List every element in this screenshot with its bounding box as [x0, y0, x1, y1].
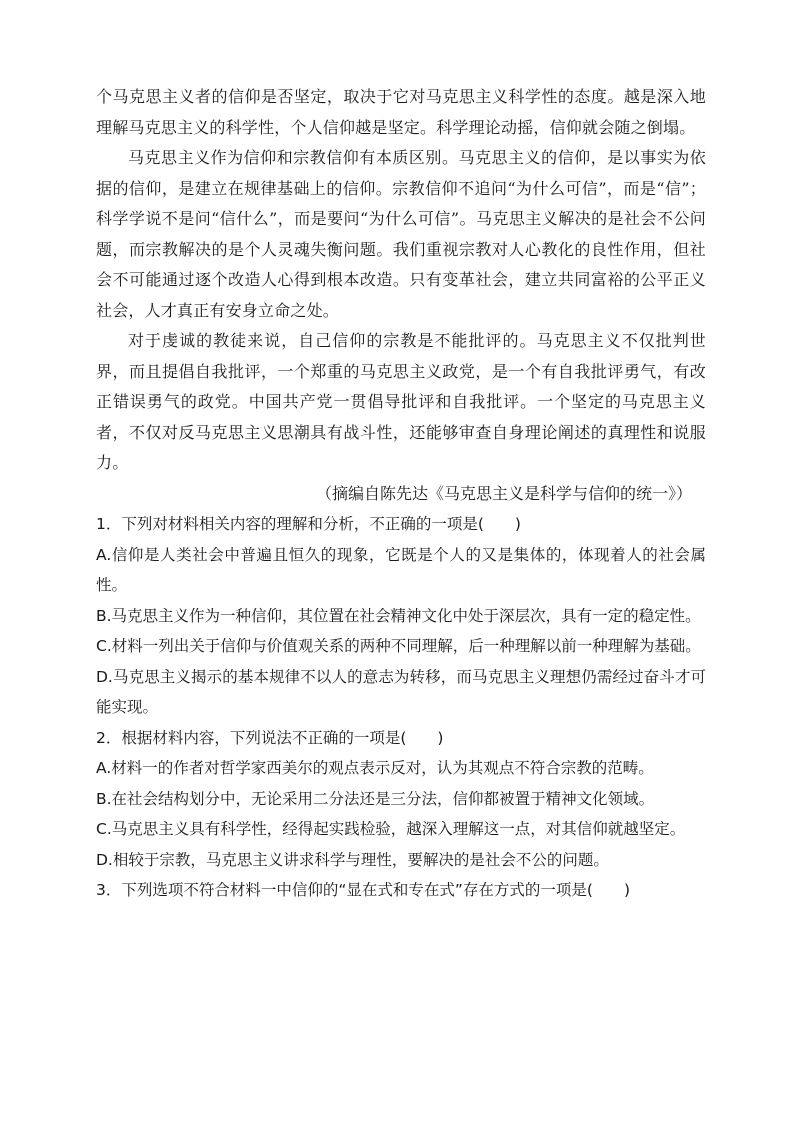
question-2	[96, 723, 706, 876]
question-option-b: B.马克思主义作为一种信仰，其位置在社会精神文化中处于深层次，具有一定的稳定性。	[96, 606, 701, 625]
question-stem: 2．根据材料内容，下列说法不正确的一项是( )	[96, 728, 444, 747]
question-1	[96, 509, 706, 723]
question-option-a: A.材料一的作者对哲学家西美尔的观点表示反对，认为其观点不符合宗教的范畴。	[96, 759, 654, 777]
question-3	[96, 875, 706, 906]
question-stem: 3．下列选项不符合材料一中信仰的“显在式和专在式”存在方式的一项是( )	[96, 881, 631, 899]
question-option-a: A.信仰是人类社会中普遍且恒久的现象，它既是个人的又是集体的，体现着人的社会属性。	[96, 545, 706, 594]
question-option-c: C.马克思主义具有科学性，经得起实践检验，越深入理解这一点，对其信仰就越坚定。	[96, 820, 686, 838]
passage-paragraph-3: 对于虔诚的教徒来说，自己信仰的宗教是不能批评的。马克思主义不仅批判世界，而且提倡自我批评，一个郑重的马克思主义政党，是一个有自我批评勇气，有改正错误勇气的政党。中国共产党一贯倡导批评和自我批评。一个坚定的马克思主义者，不仅对反马克思主义思潮具有战斗性，还能够审查自身理论阐述的真理性和说服力。	[96, 331, 706, 472]
question-option-c: C.材料一列出关于信仰与价值观关系的两种不同理解，后一种理解以前一种理解为基础。	[96, 637, 701, 655]
passage-paragraph-1: 个马克思主义者的信仰是否坚定，取决于它对马克思主义科学性的态度。越是深入地理解马克思主义的科学性，个人信仰越是坚定。科学理论动摇，信仰就会随之倒塌。	[96, 87, 706, 137]
document-page	[96, 82, 706, 906]
question-option-d: D.马克思主义揭示的基本规律不以人的意志为转移，而马克思主义理想仍需经过奋斗才可能实现。	[96, 667, 706, 716]
question-stem: 1．下列对材料相关内容的理解和分析，不正确的一项是( )	[96, 515, 521, 533]
question-option-d: D.相较于宗教，马克思主义讲求科学与理性，要解决的是社会不公的问题。	[96, 850, 609, 869]
passage-paragraph-2: 马克思主义作为信仰和宗教信仰有本质区别。马克思主义的信仰，是以事实为依据的信仰，是建立在规律基础上的信仰。宗教信仰不追问“为什么可信”，而是“信”；科学学说不是问“信什么”，而是要问“为什么可信”。马克思主义解决的是社会不公问题，而宗教解决的是个人灵魂失衡问题。我们重视宗教对人心教化的良性作用，但社会不可能通过逐个改造人心得到根本改造。只有变革社会，建立共同富裕的公平正义社会，人才真正有安身立命之处。	[96, 148, 706, 320]
question-option-b: B.在社会结构划分中，无论采用二分法还是三分法，信仰都被置于精神文化领域。	[96, 789, 655, 808]
passage-source: （摘编自陈先达《马克思主义是科学与信仰的统一》）	[315, 483, 692, 503]
